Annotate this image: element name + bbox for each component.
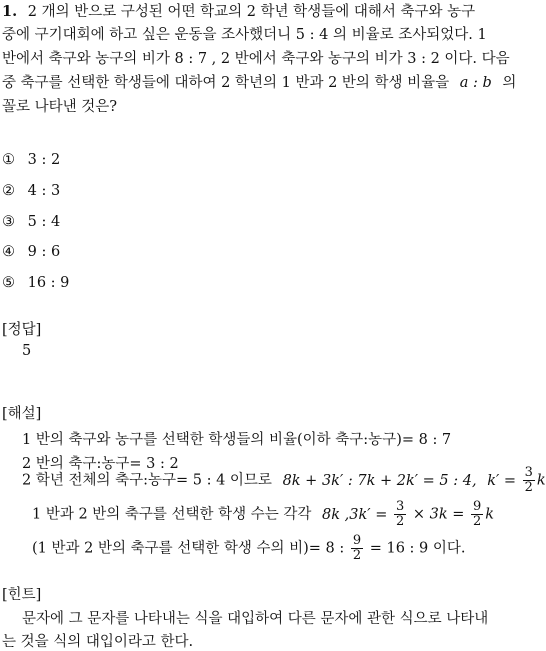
explanation-text-4a: 1 반과 2 반의 축구를 선택한 학생 수는 각각 <box>32 506 312 523</box>
fraction-9-over-2: $\frac{9}{2}$ <box>352 533 362 563</box>
explanation-text-3a: 2 학년 전체의 축구:농구= 5 : 4 이므로 <box>22 472 272 489</box>
hint-heading: [힌트] <box>2 587 42 603</box>
question-text-4b: 의 <box>502 75 517 91</box>
answer-heading: [정답] <box>2 322 42 338</box>
question-line-1 <box>2 0 475 21</box>
explanation-line-1: 1 반의 축구와 농구를 선택한 학생들의 비율(이하 축구:농구)= 8 : 7 <box>22 432 452 448</box>
choice-text: 5 : 4 <box>27 214 61 230</box>
explanation-eq-4c: × 3k = <box>412 506 465 523</box>
choice-2[interactable] <box>2 183 60 199</box>
explanation-line-3 <box>22 466 546 495</box>
answer-value: 5 <box>22 343 32 359</box>
explanation-eq-4d: k <box>485 506 495 523</box>
question-line-3: 반에서 축구와 농구의 비가 8 : 7 , 2 반에서 축구와 농구의 비가 3 : 2 이다. 다음 <box>2 51 510 67</box>
choice-4[interactable] <box>2 244 60 260</box>
fraction-9-over-2: $\frac{9}{2}$ <box>472 499 482 529</box>
choice-text: 3 : 2 <box>27 152 61 168</box>
hint-line-1: 문자에 그 문자를 나타내는 식을 대입하여 다른 문자에 관한 식으로 나타내 <box>22 611 489 627</box>
explanation-line-2: 2 반의 축구:농구= 3 : 2 <box>22 456 179 472</box>
choice-5[interactable] <box>2 275 69 291</box>
choice-mark: ② <box>2 183 15 199</box>
explanation-eq-3c: k′ = <box>487 472 517 489</box>
fraction-3-over-2: $\frac{3}{2}$ <box>395 499 405 529</box>
choice-mark: ④ <box>2 244 15 260</box>
ratio-variable: a : b <box>459 75 492 91</box>
choice-1[interactable] <box>2 152 60 168</box>
choice-text: 9 : 6 <box>27 244 61 260</box>
choice-mark: ③ <box>2 214 15 230</box>
question-number: 1. <box>2 3 18 20</box>
explanation-eq-3b: 8k + 3k′ : 7k + 2k′ = 5 : 4, <box>282 472 477 489</box>
explanation-line-5 <box>32 534 466 563</box>
choice-mark: ⑤ <box>2 275 15 291</box>
choice-3[interactable] <box>2 214 60 230</box>
explanation-eq-4b: 8k ,3k′ = <box>322 506 388 523</box>
fraction-3-over-2: $\frac{3}{2}$ <box>524 465 533 495</box>
explanation-eq-3d: k <box>536 472 546 489</box>
choice-text: 4 : 3 <box>27 183 61 199</box>
explanation-text-5a: (1 반과 2 반의 축구를 선택한 학생 수의 비)= 8 : <box>32 540 345 557</box>
explanation-heading: [해설] <box>2 406 42 422</box>
question-line-4 <box>2 71 516 92</box>
hint-line-2: 는 것을 식의 대입이라고 한다. <box>2 634 194 650</box>
choice-text: 16 : 9 <box>27 275 70 291</box>
question-text-4a: 중 축구를 선택한 학생들에 대하여 2 학년의 1 반과 2 반의 학생 비율을 <box>2 75 450 91</box>
question-line-2: 중에 구기대회에 하고 싶은 운동을 조사했더니 5 : 4 의 비율로 조사되었다. 1 <box>2 27 487 43</box>
choice-mark: ① <box>2 152 15 168</box>
explanation-line-4 <box>32 500 494 529</box>
question-text-1: 2 개의 반으로 구성된 어떤 학교의 2 학년 학생들에 대해서 축구와 농구 <box>27 4 476 20</box>
question-line-5: 꼴로 나타낸 것은? <box>2 99 118 115</box>
explanation-text-5b: = 16 : 9 이다. <box>369 540 466 557</box>
